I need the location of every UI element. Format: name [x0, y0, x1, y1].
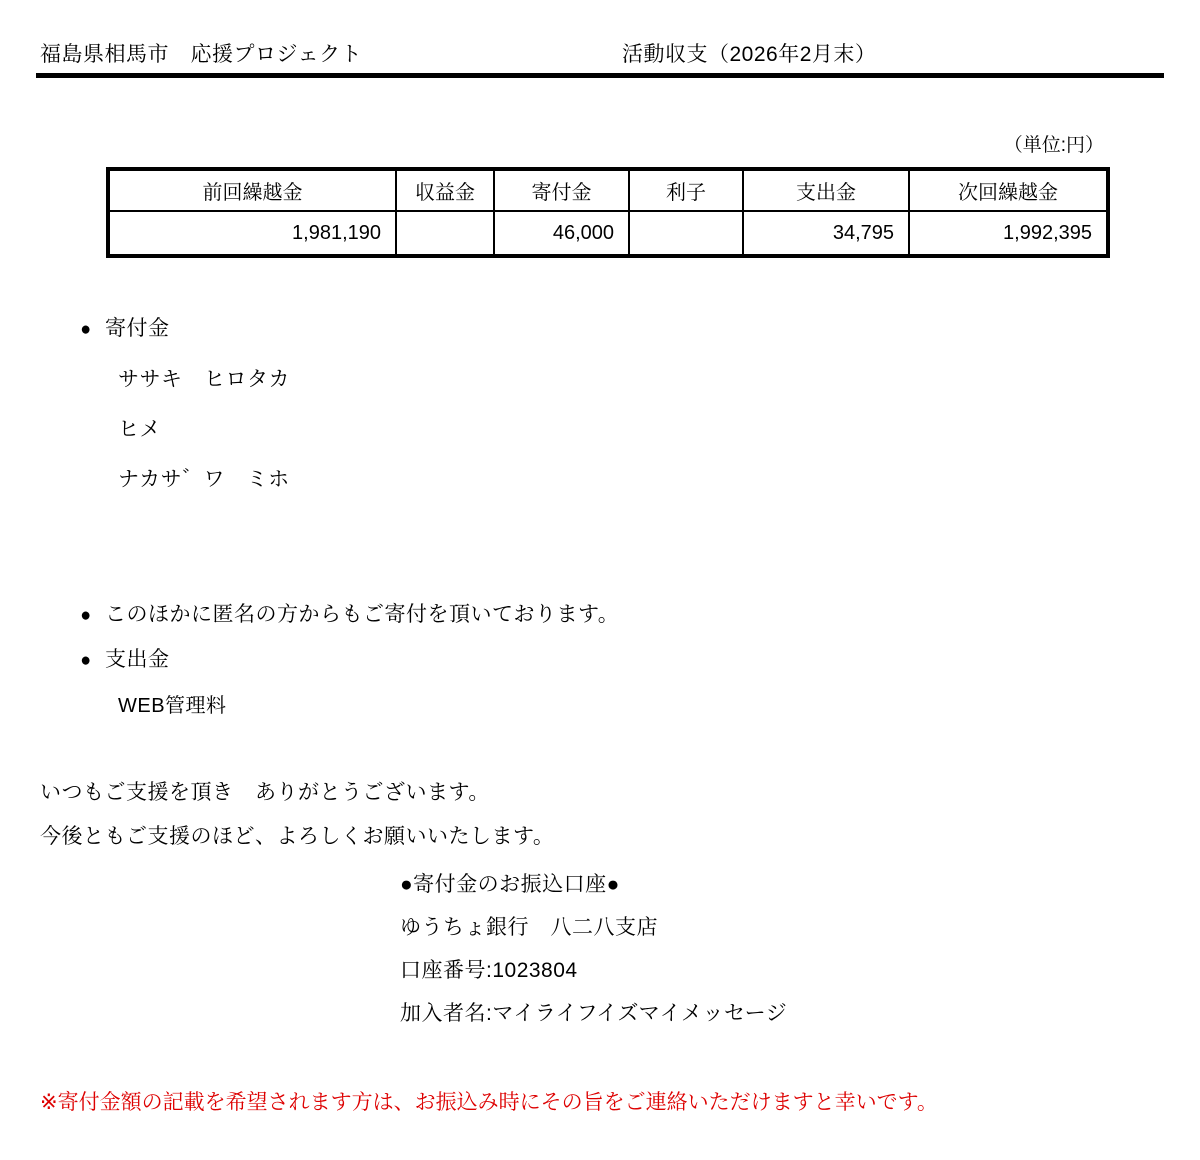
- closing-line: いつもご支援を頂き ありがとうございます。: [40, 781, 490, 804]
- summary-table-value-cell: 1,981,190: [108, 211, 396, 256]
- footnote-red-note: ※寄付金額の記載を希望されます方は、お振込み時にその旨をご連絡いただけますと幸いです。: [40, 1091, 938, 1114]
- bank-name: ゆうちょ銀行 八二八支店: [400, 916, 658, 939]
- bullet-icon: ●: [80, 319, 92, 340]
- bank-account-holder: 加入者名:マイライフイズマイメッセージ: [400, 1002, 788, 1025]
- bank-account-number: 口座番号:1023804: [400, 959, 578, 982]
- project-title: 福島県相馬市 応援プロジェクト: [40, 43, 363, 66]
- donations-section-header: [80, 312, 169, 342]
- summary-table-header-cell: 前回繰越金: [108, 169, 396, 211]
- summary-table-wrap: [106, 167, 1110, 258]
- summary-table-value-cell: 34,795: [743, 211, 909, 256]
- closing-line: 今後ともご支援のほど、よろしくお願いいたします。: [40, 825, 555, 848]
- summary-table-value-cell: 46,000: [494, 211, 629, 256]
- expenses-section-title: 支出金: [104, 648, 170, 671]
- header-double-rule: [36, 73, 1164, 78]
- summary-table-header-cell: 利子: [629, 169, 743, 211]
- summary-table-header-cell: 次回繰越金: [909, 169, 1108, 211]
- summary-table-value-cell: [629, 211, 743, 256]
- expenses-section-header: [80, 643, 169, 673]
- summary-table-header-cell: 収益金: [396, 169, 494, 211]
- summary-table-value-cell: 1,992,395: [909, 211, 1108, 256]
- bullet-icon: ●: [80, 650, 92, 671]
- summary-table-header-row: [108, 169, 1108, 211]
- anonymous-donors-note: このほかに匿名の方からもご寄付を頂いております。: [104, 603, 620, 626]
- expense-item: WEB管理料: [118, 695, 227, 717]
- donor-name: ヒメ: [118, 418, 161, 441]
- summary-table-header-cell: 支出金: [743, 169, 909, 211]
- summary-table-value-cell: [396, 211, 494, 256]
- unit-label: （単位:円）: [1003, 135, 1104, 156]
- summary-table-value-row: [108, 211, 1108, 256]
- donor-name: ササキ ヒロタカ: [118, 368, 290, 391]
- donor-name: ナカサ゛ワ ミホ: [118, 468, 290, 491]
- donations-section-title: 寄付金: [104, 317, 170, 340]
- report-title: 活動収支（2026年2月末）: [622, 43, 877, 66]
- bank-info-title: ●寄付金のお振込口座●: [400, 873, 620, 896]
- summary-table: [106, 167, 1110, 258]
- anonymous-donors-note-line: [80, 598, 619, 628]
- bullet-icon: ●: [80, 605, 92, 626]
- summary-table-header-cell: 寄付金: [494, 169, 629, 211]
